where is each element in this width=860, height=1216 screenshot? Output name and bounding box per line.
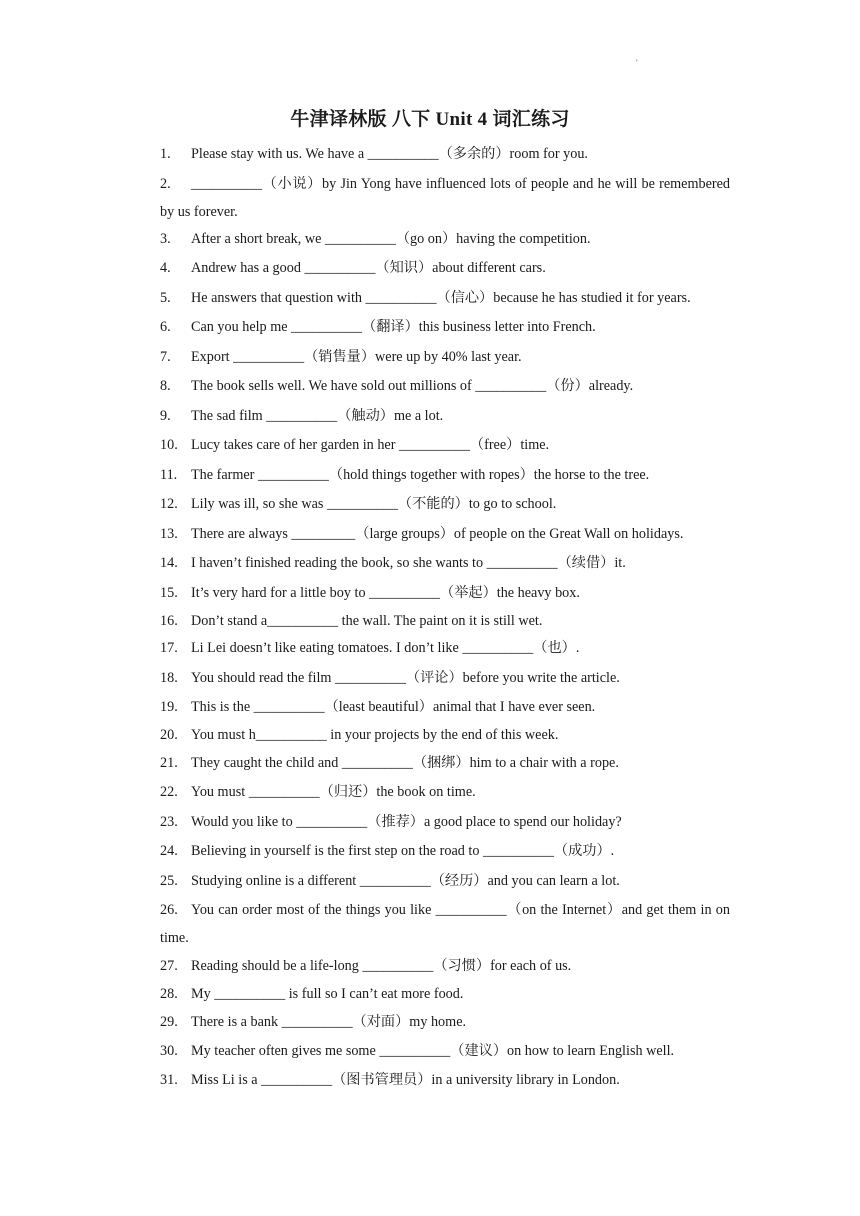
question-number: 9. (160, 408, 171, 424)
question-number: 30. (160, 1043, 178, 1059)
question-text: Can you help me __________（翻译）this business letter into French. (191, 319, 596, 335)
question-text: Please stay with us. We have a __________（多余的）room for you. (191, 146, 588, 162)
question-item (160, 313, 730, 341)
question-item (160, 867, 730, 895)
question-number: 8. (160, 378, 171, 394)
question-item (160, 461, 730, 489)
question-text: They caught the child and __________（捆绑）him to a chair with a rope. (191, 755, 619, 771)
question-text: He answers that question with __________（信心）because he has studied it for years. (191, 290, 691, 306)
question-number: 11. (160, 467, 178, 483)
question-number: 28. (160, 986, 178, 1002)
question-item (160, 808, 730, 836)
question-item (160, 952, 730, 980)
question-text: Miss Li is a __________（图书管理员）in a university library in London. (191, 1072, 620, 1088)
question-text: __________（小说）by Jin Yong have influenced lots of people and he will be remembered by us forever. (160, 176, 730, 220)
question-text: You must h__________ in your projects by the end of this week. (191, 727, 559, 743)
question-number: 21. (160, 755, 178, 771)
question-number: 26. (160, 902, 178, 918)
page-mark: ' (636, 58, 638, 68)
question-text: Lily was ill, so she was __________（不能的）to go to school. (191, 496, 557, 512)
question-number: 29. (160, 1014, 178, 1030)
question-text: After a short break, we __________（go on）having the competition. (191, 231, 591, 247)
question-text: There are always _________（large groups）of people on the Great Wall on holidays. (191, 526, 684, 542)
question-item (160, 607, 730, 635)
question-item (160, 634, 730, 662)
question-text: It’s very hard for a little boy to __________（举起）the heavy box. (191, 585, 580, 601)
question-number: 12. (160, 496, 178, 512)
question-item (160, 520, 730, 548)
question-text: Would you like to __________（推荐）a good place to spend our holiday? (191, 814, 622, 830)
question-item (160, 254, 730, 282)
page-title: 牛津译林版 八下 Unit 4 词汇练习 (290, 109, 570, 130)
question-number: 2. (160, 176, 171, 192)
question-item (160, 721, 730, 749)
question-number: 16. (160, 613, 178, 629)
question-item (160, 140, 730, 168)
question-number: 15. (160, 585, 178, 601)
question-text: You should read the film __________（评论）before you write the article. (191, 670, 620, 686)
question-text: I haven’t finished reading the book, so she wants to __________（续借）it. (191, 555, 626, 571)
question-number: 3. (160, 231, 171, 247)
question-item (160, 1066, 730, 1094)
question-text: The farmer __________（hold things together with ropes）the horse to the tree. (191, 467, 650, 483)
question-text: This is the __________（least beautiful）animal that I have ever seen. (191, 699, 596, 715)
question-item (160, 170, 730, 226)
question-text: Don’t stand a__________ the wall. The paint on it is still wet. (191, 613, 543, 629)
question-text: Lucy takes care of her garden in her __________（free）time. (191, 437, 550, 453)
question-text: There is a bank __________（对面）my home. (191, 1014, 467, 1030)
question-number: 4. (160, 260, 171, 276)
question-text: My teacher often gives me some __________（建议）on how to learn English well. (191, 1043, 675, 1059)
question-item (160, 837, 730, 865)
question-text: You must __________（归还）the book on time. (191, 784, 476, 800)
question-text: Believing in yourself is the first step on the road to __________（成功）. (191, 843, 615, 859)
question-number: 24. (160, 843, 178, 859)
question-number: 14. (160, 555, 178, 571)
question-item (160, 490, 730, 518)
question-item (160, 225, 730, 253)
question-number: 18. (160, 670, 178, 686)
question-item (160, 896, 730, 952)
question-number: 5. (160, 290, 171, 306)
question-number: 17. (160, 640, 178, 656)
question-item (160, 1037, 730, 1065)
question-item (160, 778, 730, 806)
question-item (160, 372, 730, 400)
question-number: 23. (160, 814, 178, 830)
question-text: Export __________（销售量）were up by 40% last year. (191, 349, 522, 365)
question-number: 27. (160, 958, 178, 974)
question-number: 22. (160, 784, 178, 800)
question-number: 10. (160, 437, 178, 453)
question-text: You can order most of the things you like __________（on the Internet）and get them in on time. (160, 902, 730, 946)
question-text: The book sells well. We have sold out millions of __________（份）already. (191, 378, 634, 394)
question-number: 19. (160, 699, 178, 715)
question-number: 6. (160, 319, 171, 335)
question-text: Studying online is a different __________（经历）and you can learn a lot. (191, 873, 620, 889)
question-item (160, 343, 730, 371)
question-text: Li Lei doesn’t like eating tomatoes. I don’t like __________（也）. (191, 640, 580, 656)
question-item (160, 549, 730, 577)
question-number: 25. (160, 873, 178, 889)
question-number: 7. (160, 349, 171, 365)
question-number: 20. (160, 727, 178, 743)
question-number: 1. (160, 146, 171, 162)
question-text: Andrew has a good __________（知识）about different cars. (191, 260, 546, 276)
question-text: Reading should be a life-long __________（习惯）for each of us. (191, 958, 572, 974)
question-text: The sad film __________（触动）me a lot. (191, 408, 444, 424)
question-item (160, 664, 730, 692)
question-item (160, 431, 730, 459)
question-item (160, 402, 730, 430)
question-text: My __________ is full so I can’t eat more food. (191, 986, 464, 1002)
question-item (160, 579, 730, 607)
question-item (160, 1008, 730, 1036)
question-item (160, 284, 730, 312)
question-item (160, 749, 730, 777)
question-number: 31. (160, 1072, 178, 1088)
question-number: 13. (160, 526, 178, 542)
question-item (160, 980, 730, 1008)
question-item (160, 693, 730, 721)
